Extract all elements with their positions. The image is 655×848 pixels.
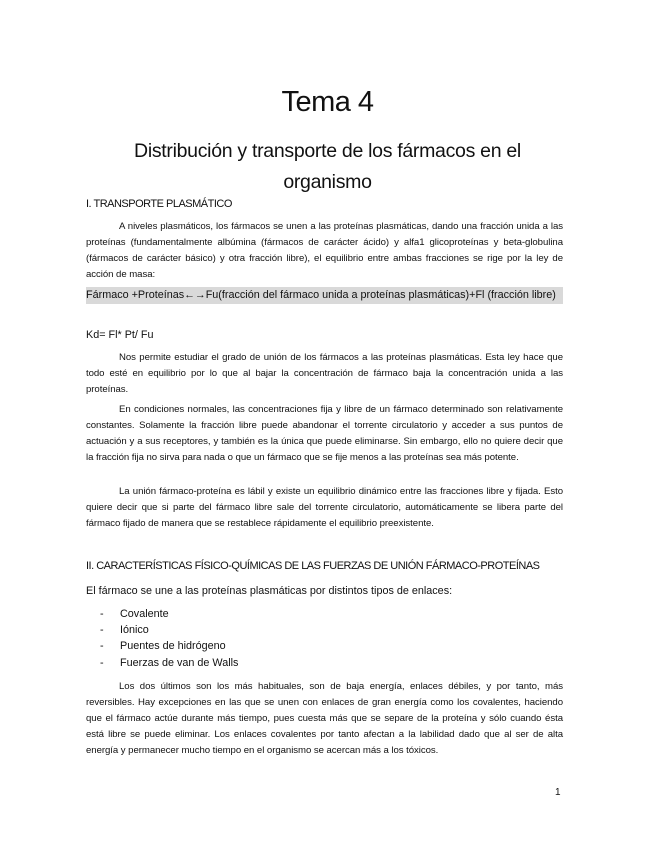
paragraph-intro: A niveles plasmáticos, los fármacos se unen a las proteínas plasmáticas, dando una fracción unida a las proteínas (fundamentalmente albúmina (fármacos de carácter ácido) y alfa1 glicoproteínas y beta-globulina (fármacos de carácter básico) y otra fracción libre), el equilibrio entre ambas fracciones se rige por la ley de acción de masa: — [86, 221, 563, 280]
bond-covalente: Covalente — [120, 608, 169, 620]
equation-highlight: Fármaco +Proteínas←→Fu(fracción del fármaco unida a proteínas plasmáticas)+Fl (fracción libre) — [86, 287, 563, 304]
list-item — [100, 606, 238, 622]
list-item — [100, 638, 238, 654]
page-subtitle: Distribución y transporte de los fármacos en el organismo — [134, 140, 521, 193]
bond-types-list — [100, 606, 238, 671]
paragraph-condiciones: En condiciones normales, las concentraciones fija y libre de un fármaco determinado son relativamente constantes. Solamente la fracción libre puede abandonar el torrente circulatorio y acceder a sus puntos de actuación y a sus receptores, y también es la única que puede eliminarse. Sin embargo, ello no quiere decir que la fracción fija no sirva para nada o que un fármaco que se fije menos a las proteínas sea más potente. — [86, 404, 563, 463]
list-item — [100, 622, 238, 638]
page-number: 1 — [555, 787, 561, 798]
paragraph-ley: Nos permite estudiar el grado de unión de los fármacos a las proteínas plasmáticas. Esta ley hace que todo esté en equilibrio por lo que al bajar la concentración de fármaco baja la concentración unida a las proteínas. — [86, 352, 563, 395]
bullet-dash: - — [100, 624, 104, 637]
bonds-intro: El fármaco se une a las proteínas plasmáticas por distintos tipos de enlaces: — [86, 585, 453, 597]
paragraph-union: La unión fármaco-proteína es lábil y existe un equilibrio dinámico entre las fracciones libre y fijada. Esto quiere decir que si parte del fármaco libre sale del torrente circulatorio, automáticamente se libera parte del fármaco fijado de manera que se restablece rápidamente el equilibrio preexistente. — [86, 486, 563, 529]
section-heading-transporte: I. TRANSPORTE PLASMÁTICO — [86, 198, 232, 210]
bullet-dash: - — [100, 608, 104, 620]
paragraph-enlaces: Los dos últimos son los más habituales, son de baja energía, enlaces débiles, y por tanto, más reversibles. Hay excepciones en las que se unen con enlaces de gran energía como los covalentes, haciendo que el fármaco actúe durante más tiempo, pues cuesta más que se separe de la proteína y sólo cuando ésta está libre se puede eliminar. Los enlaces covalentes por tanto afectan a la labilidad dado que al ser de alta energía y permanecer mucho tiempo en el organismo se acercan más a los tóxicos. — [86, 681, 563, 756]
bond-puentes-hidrogeno: Puentes de hidrógeno — [120, 640, 226, 653]
page-title: Tema 4 — [281, 86, 374, 118]
bond-van-der-walls: Fuerzas de van de Walls — [120, 656, 239, 669]
section-heading-caracteristicas: II. CARACTERÍSTICAS FÍSICO-QUÍMICAS DE LAS FUERZAS DE UNIÓN FÁRMACO-PROTEÍNAS — [86, 560, 540, 572]
bullet-dash: - — [100, 656, 104, 669]
bond-ionico: Iónico — [120, 624, 149, 637]
kd-formula: Kd= Fl* Pt/ Fu — [86, 329, 154, 341]
bullet-dash: - — [100, 640, 104, 653]
list-item — [100, 655, 238, 671]
